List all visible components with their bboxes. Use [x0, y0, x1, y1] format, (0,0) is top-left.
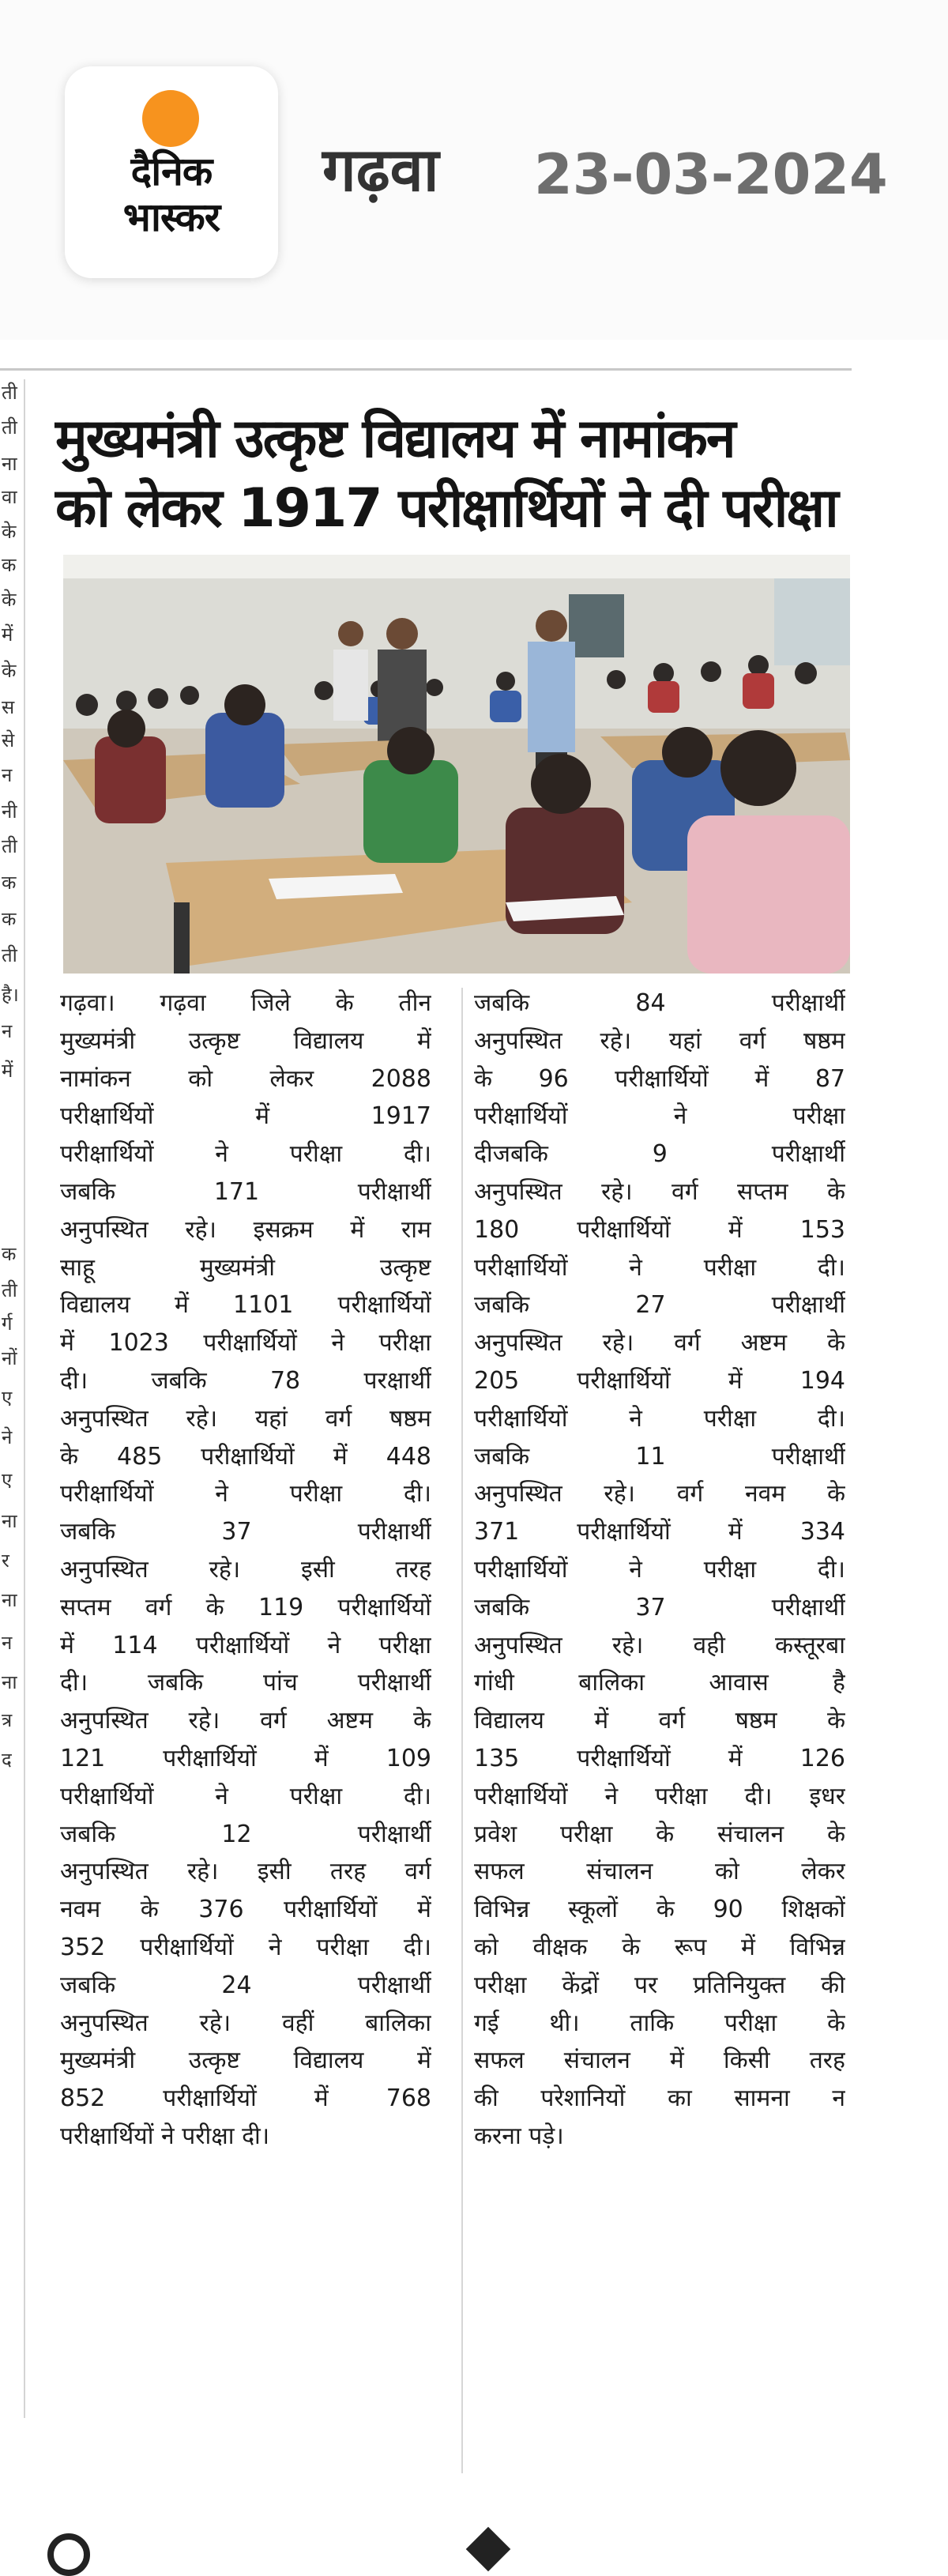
sun-icon — [142, 90, 199, 147]
article-line: 371 परीक्षार्थियों में 334 — [474, 1518, 845, 1546]
edge-fragment: क — [2, 554, 17, 576]
edge-fragment: ना — [2, 453, 17, 475]
article-line: अनुपस्थित रहे। यहां वर्ग षष्ठम — [474, 1026, 845, 1055]
edge-fragment: नों — [2, 1347, 17, 1369]
edge-fragment: क — [2, 872, 17, 894]
edge-fragment: ती — [2, 944, 17, 966]
edge-fragment: नी — [2, 800, 17, 823]
edge-fragment: ती — [2, 835, 17, 857]
article-line: दीजबकि 9 परीक्षार्थी — [474, 1140, 845, 1169]
edition-city: गढ़वा — [322, 134, 439, 205]
article-line: जबकि 84 परीक्षार्थी — [474, 989, 845, 1017]
article-line: परीक्षार्थियों ने परीक्षा दी। — [60, 1782, 431, 1810]
headline-line-1: मुख्यमंत्री उत्कृष्ट विद्यालय में नामांकन — [55, 408, 735, 470]
logo-line-1: दैनिक — [130, 149, 213, 194]
edge-fragment: वा — [2, 486, 17, 508]
article-line: नवम के 376 परीक्षार्थियों में — [60, 1896, 431, 1924]
edge-fragment: से — [2, 729, 15, 751]
edge-fragment: र्ग — [2, 1312, 13, 1335]
article-line: नामांकन को लेकर 2088 — [60, 1064, 431, 1093]
article-line: जबकि 11 परीक्षार्थी — [474, 1442, 845, 1471]
edge-fragment: ती — [2, 416, 17, 439]
article-line: विद्यालय में वर्ग षष्ठम के — [474, 1707, 845, 1735]
article-line: परीक्षा केंद्रों पर प्रतिनियुक्त की — [474, 1971, 845, 1999]
edge-fragment: स — [2, 696, 15, 718]
article-line: परीक्षार्थियों ने परीक्षा दी। — [60, 1140, 431, 1169]
article-line: साहू मुख्यमंत्री उत्कृष्ट — [60, 1253, 431, 1282]
article-line: अनुपस्थित रहे। इसी तरह — [60, 1555, 431, 1584]
article-line: जबकि 27 परीक्षार्थी — [474, 1291, 845, 1320]
edge-fragment: है। — [2, 984, 19, 1006]
dainik-bhaskar-logo — [65, 66, 278, 278]
article-line: प्रवेश परीक्षा के संचालन के — [474, 1820, 845, 1848]
article-line: विद्यालय में 1101 परीक्षार्थियों — [60, 1291, 431, 1320]
article-line: 121 परीक्षार्थियों में 109 — [60, 1744, 431, 1772]
article-line: परीक्षार्थियों ने परीक्षा दी। — [474, 1404, 845, 1433]
edge-fragment: त्र — [2, 1709, 13, 1731]
article-line: अनुपस्थित रहे। इसक्रम में राम — [60, 1215, 431, 1244]
article-line: 135 परीक्षार्थियों में 126 — [474, 1744, 845, 1772]
edge-fragment: ना — [2, 1510, 17, 1532]
article-column-2 — [474, 985, 845, 2486]
article-line: सफल संचालन में किसी तरह — [474, 2047, 845, 2075]
article-line: में 114 परीक्षार्थियों ने परीक्षा — [60, 1631, 431, 1659]
article-line: परीक्षार्थियों में 1917 — [60, 1102, 431, 1131]
edge-fragment: ती — [2, 382, 17, 404]
article-line: जबकि 37 परीक्षार्थी — [60, 1518, 431, 1546]
page-header — [0, 0, 948, 340]
article-line: मुख्यमंत्री उत्कृष्ट विद्यालय में — [60, 1026, 431, 1055]
article-line: 180 परीक्षार्थियों में 153 — [474, 1215, 845, 1244]
article-line: मुख्यमंत्री उत्कृष्ट विद्यालय में — [60, 2047, 431, 2075]
article-line: में 1023 परीक्षार्थियों ने परीक्षा — [60, 1329, 431, 1358]
article-line: जबकि 24 परीक्षार्थी — [60, 1971, 431, 1999]
article-line: सप्तम वर्ग के 119 परीक्षार्थियों — [60, 1593, 431, 1621]
adjacent-article-edge — [0, 379, 25, 2418]
article-line: को वीक्षक के रूप में विभिन्न — [474, 1933, 845, 1961]
article-line: 352 परीक्षार्थियों ने परीक्षा दी। — [60, 1933, 431, 1961]
article-line: अनुपस्थित रहे। वर्ग अष्टम के — [60, 1707, 431, 1735]
article-line: अनुपस्थित रहे। वही कस्तूरबा — [474, 1631, 845, 1659]
article-line: परीक्षार्थियों ने परीक्षा दी। — [60, 2122, 270, 2150]
article-line: की परेशानियों का सामना न — [474, 2085, 845, 2113]
article-line: जबकि 171 परीक्षार्थी — [60, 1177, 431, 1206]
edge-fragment: ने — [2, 1426, 13, 1448]
article-line: के 485 परीक्षार्थियों में 448 — [60, 1442, 431, 1471]
article-line: परीक्षार्थियों ने परीक्षा दी। — [474, 1555, 845, 1584]
article-line: अनुपस्थित रहे। वर्ग अष्टम के — [474, 1329, 845, 1358]
article-line: परीक्षार्थियों ने परीक्षा दी। — [60, 1480, 431, 1508]
article-line: जबकि 12 परीक्षार्थी — [60, 1820, 431, 1848]
article-photo — [63, 555, 850, 974]
article-line: जबकि 37 परीक्षार्थी — [474, 1593, 845, 1621]
logo-line-2: भास्कर — [122, 194, 220, 240]
headline-line-2: को लेकर 1917 परीक्षार्थियों ने दी परीक्षा — [55, 477, 837, 540]
edge-fragment: में — [2, 623, 13, 646]
cutoff-circle-icon — [47, 2533, 90, 2576]
article-line: दी। जबकि 78 परक्षार्थी — [60, 1366, 431, 1395]
edge-fragment: क — [2, 908, 17, 930]
edge-fragment: ए — [2, 1387, 13, 1409]
article-line: गढ़वा। गढ़वा जिले के तीन — [60, 989, 431, 1017]
article-line: अनुपस्थित रहे। यहां वर्ग षष्ठम — [60, 1404, 431, 1433]
article-line: अनुपस्थित रहे। इसी तरह वर्ग — [60, 1858, 431, 1886]
header-divider — [0, 368, 852, 371]
article-line: विभिन्न स्कूलों के 90 शिक्षकों — [474, 1896, 845, 1924]
article-line: परीक्षार्थियों ने परीक्षा दी। इधर — [474, 1782, 845, 1810]
edition-date: 23-03-2024 — [534, 142, 888, 207]
edge-fragment: के — [2, 660, 17, 682]
article-line: गांधी बालिका आवास है — [474, 1669, 845, 1697]
article-column-1 — [60, 985, 431, 2486]
edge-fragment: न — [2, 1020, 13, 1042]
article-headline — [55, 405, 845, 544]
article-line: परीक्षार्थियों ने परीक्षा दी। — [474, 1253, 845, 1282]
logo-text — [65, 149, 278, 240]
column-divider — [461, 988, 463, 2473]
article-line: गई थी। ताकि परीक्षा के — [474, 2009, 845, 2037]
article-line: करना पड़े। — [474, 2122, 564, 2150]
edge-fragment: न — [2, 1632, 13, 1654]
edge-fragment: क — [2, 1243, 17, 1265]
article-line: के 96 परीक्षार्थियों में 87 — [474, 1064, 845, 1093]
article-line: 852 परीक्षार्थियों में 768 — [60, 2085, 431, 2113]
edge-fragment: के — [2, 521, 17, 543]
edge-fragment: ती — [2, 1279, 17, 1301]
edge-fragment: ना — [2, 1671, 17, 1693]
article-line: अनुपस्थित रहे। वर्ग नवम के — [474, 1480, 845, 1508]
edge-fragment: द — [2, 1749, 12, 1771]
exam-hall-illustration — [63, 555, 850, 974]
edge-fragment: न — [2, 764, 13, 786]
article-line: दी। जबकि पांच परीक्षार्थी — [60, 1669, 431, 1697]
article-line: 205 परीक्षार्थियों में 194 — [474, 1366, 845, 1395]
article-line: अनुपस्थित रहे। वहीं बालिका — [60, 2009, 431, 2037]
cutoff-diamond-icon — [466, 2527, 511, 2572]
edge-fragment: के — [2, 589, 17, 611]
edge-fragment: र — [2, 1550, 9, 1572]
article-line: सफल संचालन को लेकर — [474, 1858, 845, 1886]
article-line: परीक्षार्थियों ने परीक्षा — [474, 1102, 845, 1131]
edge-fragment: ना — [2, 1589, 17, 1611]
article-line: अनुपस्थित रहे। वर्ग सप्तम के — [474, 1177, 845, 1206]
edge-fragment: में — [2, 1060, 13, 1082]
edge-fragment: ए — [2, 1469, 13, 1491]
